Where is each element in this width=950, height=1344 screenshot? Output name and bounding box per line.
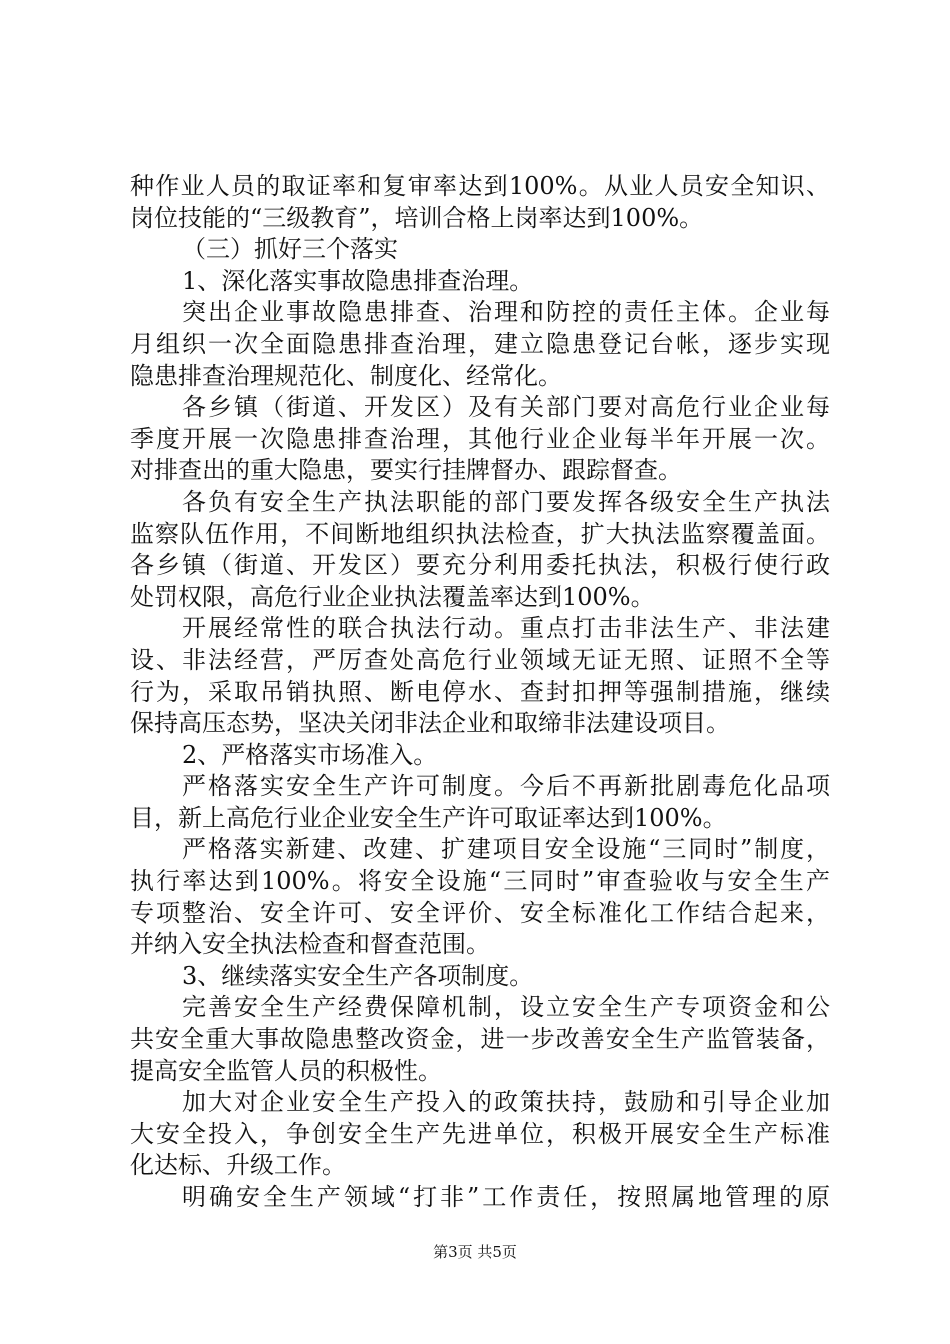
text-line: 目，新上高危行业企业安全生产许可取证率达到100%。 — [130, 803, 727, 832]
text-line: 专项整治、安全许可、安全评价、安全标准化工作结合起来， — [130, 898, 830, 927]
text-line: 1、深化落实事故隐患排查治理。 — [182, 266, 534, 295]
text-line: 月组织一次全面隐患排查治理，建立隐患登记台帐，逐步实现 — [130, 329, 830, 358]
text-line: 大安全投入，争创安全生产先进单位，积极开展安全生产标准 — [130, 1119, 830, 1148]
text-line: 隐患排查治理规范化、制度化、经常化。 — [130, 361, 562, 390]
text-line: 并纳入安全执法检查和督查范围。 — [130, 930, 490, 959]
text-line: 严格落实新建、改建、扩建项目安全设施“三同时”制度， — [182, 835, 830, 864]
text-line: 保持高压态势，坚决关闭非法企业和取缔非法建设项目。 — [130, 709, 730, 738]
text-line: 处罚权限，高危行业企业执法覆盖率达到100%。 — [130, 582, 655, 611]
page-footer: 第3页 共5页 — [433, 1243, 517, 1261]
text-line: 3、继续落实安全生产各项制度。 — [182, 961, 534, 990]
text-line: 岗位技能的“三级教育”，培训合格上岗率达到100%。 — [130, 203, 704, 232]
text-line: 突出企业事故隐患排查、治理和防控的责任主体。企业每 — [182, 298, 830, 327]
text-line: 设、非法经营，严厉查处高危行业领域无证无照、证照不全等 — [130, 645, 830, 674]
document-body — [130, 171, 830, 1214]
text-line: 严格落实安全生产许可制度。今后不再新批剧毒危化品项 — [182, 772, 830, 801]
text-line: 各乡镇（街道、开发区）要充分利用委托执法，积极行使行政 — [130, 551, 830, 580]
text-line: 开展经常性的联合执法行动。重点打击非法生产、非法建 — [182, 614, 830, 643]
text-line: 加大对企业安全生产投入的政策扶持，鼓励和引导企业加 — [182, 1088, 830, 1117]
text-line: 明确安全生产领域“打非”工作责任，按照属地管理的原 — [182, 1183, 830, 1211]
text-line: 完善安全生产经费保障机制，设立安全生产专项资金和公 — [182, 993, 830, 1022]
text-line: 化达标、升级工作。 — [130, 1151, 346, 1180]
text-line: 各负有安全生产执法职能的部门要发挥各级安全生产执法 — [182, 487, 830, 516]
text-line: 共安全重大事故隐患整改资金，进一步改善安全生产监管装备， — [130, 1025, 830, 1054]
text-line: 监察队伍作用，不间断地组织执法检查，扩大执法监察覆盖面。 — [130, 519, 830, 548]
text-line: 对排查出的重大隐患，要实行挂牌督办、跟踪督查。 — [130, 456, 682, 485]
text-line: （三）抓好三个落实 — [182, 235, 398, 264]
text-line: 执行率达到100%。将安全设施“三同时”审查验收与安全生产 — [130, 867, 830, 896]
text-line: 各乡镇（街道、开发区）及有关部门要对高危行业企业每 — [182, 393, 830, 422]
text-line: 行为，采取吊销执照、断电停水、查封扣押等强制措施，继续 — [130, 677, 830, 706]
text-line: 季度开展一次隐患排查治理，其他行业企业每半年开展一次。 — [130, 424, 830, 453]
text-line: 种作业人员的取证率和复审率达到100%。从业人员安全知识、 — [130, 172, 830, 200]
text-line: 2、严格落实市场准入。 — [182, 740, 438, 769]
text-line: 提高安全监管人员的积极性。 — [130, 1056, 442, 1085]
